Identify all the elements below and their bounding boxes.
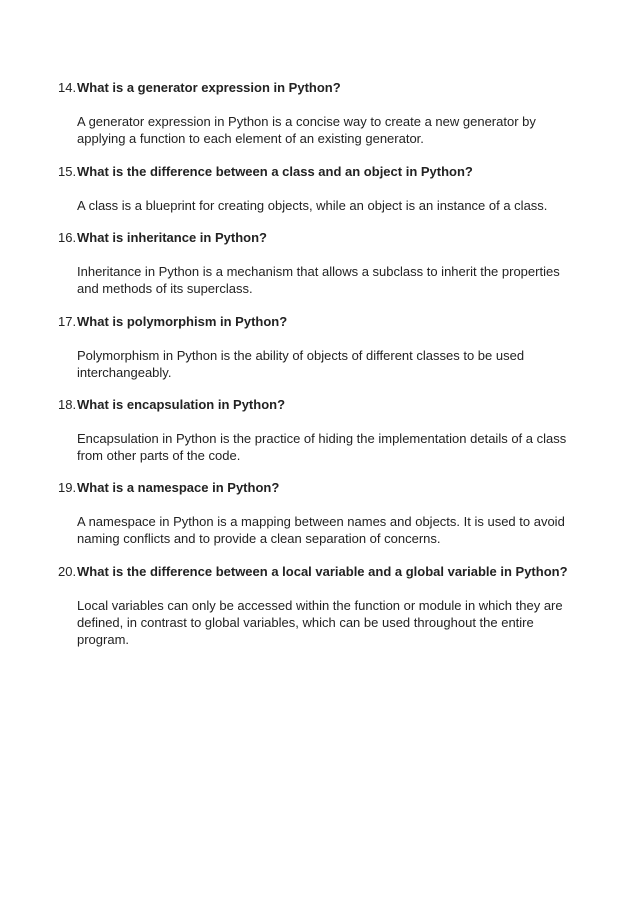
qa-item — [58, 563, 578, 648]
question-heading — [58, 563, 578, 580]
question-heading — [58, 79, 578, 96]
question-number: 14. — [58, 80, 77, 95]
question-text: What is the difference between a local variable and a global variable in Python? — [77, 564, 568, 579]
question-number: 20. — [58, 564, 77, 579]
answer-text: A namespace in Python is a mapping between names and objects. It is used to avoid naming conflicts and to provide a clean separation of concerns. — [77, 514, 565, 546]
qa-item — [58, 163, 578, 214]
answer-text: Inheritance in Python is a mechanism that allows a subclass to inherit the properties and methods of its superclass. — [77, 264, 560, 296]
answer-text: A generator expression in Python is a concise way to create a new generator by applying a function to each element of an existing generator. — [77, 114, 536, 146]
qa-item — [58, 229, 578, 297]
question-number: 19. — [58, 480, 77, 495]
qa-item — [58, 396, 578, 464]
answer-text: Polymorphism in Python is the ability of objects of different classes to be used interchangeably. — [77, 348, 525, 380]
answer-text: A class is a blueprint for creating objects, while an object is an instance of a class. — [77, 198, 548, 213]
question-heading — [58, 479, 578, 496]
question-number: 17. — [58, 314, 77, 329]
question-heading — [58, 163, 578, 180]
answer-text: Encapsulation in Python is the practice of hiding the implementation details of a class from other parts of the code. — [77, 431, 567, 463]
question-text: What is the difference between a class and an object in Python? — [77, 164, 473, 179]
qa-item — [58, 79, 578, 147]
question-text: What is a generator expression in Python? — [77, 80, 341, 95]
question-number: 18. — [58, 397, 77, 412]
question-heading — [58, 396, 578, 413]
question-heading — [58, 229, 578, 246]
question-text: What is inheritance in Python? — [77, 230, 267, 245]
question-text: What is polymorphism in Python? — [77, 314, 288, 329]
question-number: 15. — [58, 164, 77, 179]
answer-text: Local variables can only be accessed within the function or module in which they are defined, in contrast to global variables, which can be used throughout the entire program. — [77, 598, 563, 647]
question-number: 16. — [58, 230, 77, 245]
question-text: What is a namespace in Python? — [77, 480, 280, 495]
qa-item — [58, 313, 578, 381]
question-text: What is encapsulation in Python? — [77, 397, 286, 412]
question-heading — [58, 313, 578, 330]
qa-item — [58, 479, 578, 547]
